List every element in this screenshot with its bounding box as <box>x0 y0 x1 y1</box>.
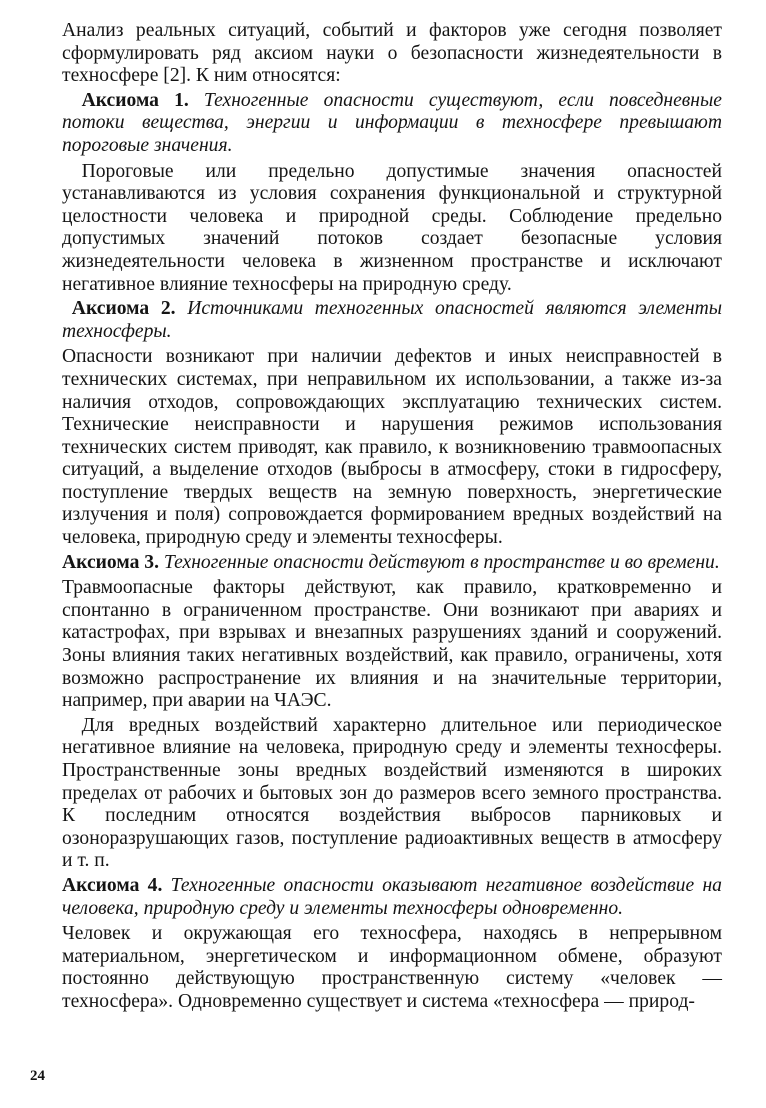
intro-paragraph: Анализ реальных ситуаций, событий и факторов уже сегодня позволяет сформулировать ряд аксиом науки о безопасности жизнедеятельности в техносфере [2]. К ним относятся: <box>62 20 722 87</box>
axiom-2-text: Источниками техногенных опасностей являются элементы техносферы. <box>62 298 722 342</box>
page-body <box>62 20 722 1016</box>
axiom-3 <box>62 552 722 575</box>
axiom-4-label: Аксиома 4. <box>62 874 163 896</box>
axiom-2-label: Аксиома 2. <box>71 298 176 320</box>
axiom-4 <box>62 875 722 920</box>
paragraph-defects-text: Опасности возникают при наличии дефектов и иных неисправностей в технических системах, при неправильном их использовании, а также из-за наличия отходов, сопровождающих эксплуатацию технических систем. Технические неисправности и нарушения режимов использования технических систем приводят, как правило, к возникновению травмоопасных ситуаций, а выделение отходов (выбросы в атмосферу, стоки в гидросферу, поступление твердых веществ на земную поверхность, энергетические излучения и поля) сопровождается формированием вредных воздействий на человека, природную среду и элементы техносферы. <box>62 346 722 549</box>
paragraph-harmful-text: Для вредных воздействий характерно длительное или периодическое негативное влияние на человека, природную среду и элементы техносферы. Пространственные зоны вредных воздействий изменяются в широких пределах от рабочих и бытовых зон до размеров всего земного пространства. К последним относятся воздействия выбросов парниковых и озоноразрушающих газов, поступление радиоактивных веществ в атмосферу и т. п. <box>62 714 722 872</box>
paragraph-traumatic-text: Травмоопасные факторы действуют, как правило, кратковременно и спонтанно в ограниченном пространстве. Они возникают при авариях и катастрофах, при взрывах и внезапных разрушениях зданий и сооружений. Зоны влияния таких негативных воздействий, как правило, ограничены, хотя возможно распространение их влияния и на значительные территории, например, при аварии на ЧАЭС. <box>62 577 722 712</box>
paragraph-thresholds-text: Пороговые или предельно допустимые значения опасностей устанавливаются из условия сохранения функциональной и структурной целостности человека и природной среды. Соблюдение предельно допустимых значений потоков создает безопасные условия жизнедеятельности человека в жизненном пространстве и исключают негативное влияние техносферы на природную среду. <box>62 160 722 295</box>
paragraph-defects <box>62 346 722 549</box>
axiom-3-text: Техногенные опасности действуют в пространстве и во времени. <box>163 551 720 573</box>
axiom-4-text: Техногенные опасности оказывают негативное воздействие на человека, природную среду и элементы техносферы одновременно. <box>62 874 722 919</box>
axiom-1 <box>62 90 722 158</box>
axiom-1-label: Аксиома 1. <box>81 89 189 111</box>
paragraph-human-technosphere-text: Человек и окружающая его техносфера, находясь в непрерывном материальном, энергетическом и информационном обмене, образуют постоянно действующую пространственную систему «человек — техносфера». Одновременно существует и система «техносфера — природ- <box>62 923 722 1012</box>
paragraph-harmful <box>62 715 722 873</box>
axiom-3-label: Аксиома 3. <box>62 551 159 573</box>
page-number: 24 <box>30 1068 45 1084</box>
paragraph-traumatic <box>62 577 722 713</box>
axiom-1-text: Техногенные опасности существуют, если повседневные потоки вещества, энергии и информации в техносфере превышают пороговые значения. <box>62 89 722 156</box>
paragraph-human-technosphere <box>62 923 722 1013</box>
axiom-2 <box>62 298 722 343</box>
paragraph-thresholds <box>62 161 722 297</box>
